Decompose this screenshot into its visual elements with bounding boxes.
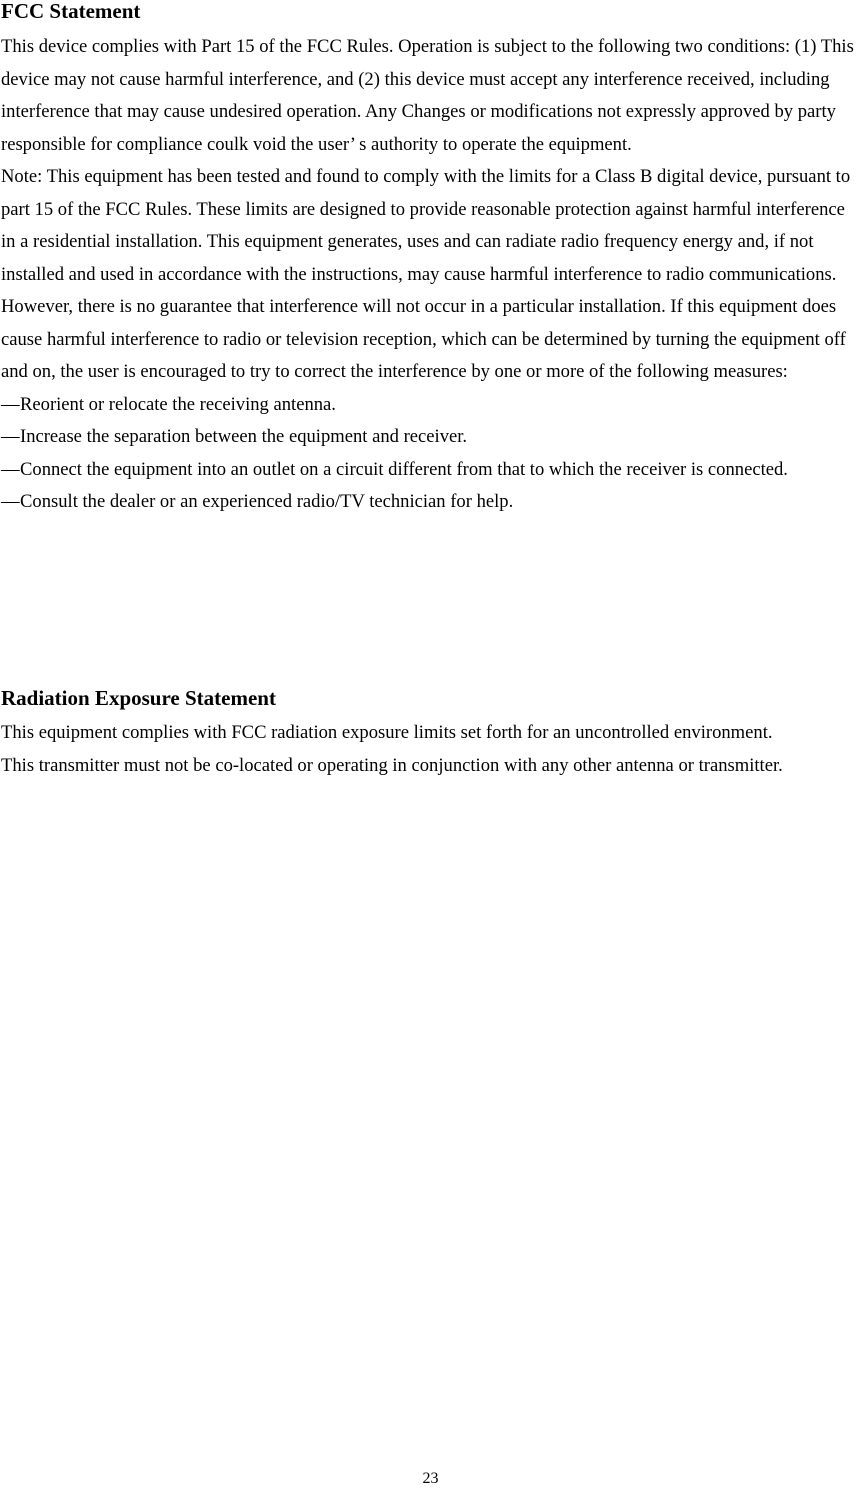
dash-bullet: —	[1, 458, 20, 480]
measure-item	[1, 421, 859, 454]
dash-bullet: —	[1, 393, 20, 415]
measure-item	[1, 486, 859, 519]
page-number: 23	[422, 1470, 439, 1487]
fcc-statement-body	[1, 31, 859, 519]
fcc-statement-section	[1, 0, 859, 519]
measure-text: Consult the dealer or an experienced radio/TV technician for help.	[20, 491, 514, 512]
fcc-note-paragraph: Note: This equipment has been tested and found to comply with the limits for a Class B digital device, pursuant to part 15 of the FCC Rules. These limits are designed to provide reasonable protection against harmful interference in a residential installation. This equipment generates, uses and can radiate radio frequency energy and, if not installed and used in accordance with the instructions, may cause harmful interference to radio communications. However, there is no guarantee that interference will not occur in a particular installation. If this equipment does cause harmful interference to radio or television reception, which can be determined by turning the equipment off and on, the user is encouraged to try to correct the interference by one or more of the following measures:	[1, 166, 851, 382]
measure-item	[1, 454, 859, 487]
radiation-exposure-heading: Radiation Exposure Statement	[1, 686, 276, 710]
measure-text: Reorient or relocate the receiving antenna.	[20, 393, 336, 415]
dash-bullet: —	[1, 426, 20, 447]
dash-bullet: —	[1, 491, 20, 512]
fcc-statement-heading: FCC Statement	[1, 0, 141, 23]
measure-text: Increase the separation between the equipment and receiver.	[20, 426, 468, 447]
radiation-compliance-paragraph: This equipment complies with FCC radiation exposure limits set forth for an uncontrolled environment.	[1, 722, 773, 743]
measure-item	[1, 389, 859, 422]
measure-text: Connect the equipment into an outlet on a circuit different from that to which the receiver is connected.	[20, 458, 788, 480]
radiation-exposure-body	[1, 717, 859, 782]
colocation-paragraph: This transmitter must not be co-located or operating in conjunction with any other antenna or transmitter.	[1, 754, 783, 776]
radiation-exposure-section	[1, 687, 859, 782]
fcc-compliance-paragraph: This device complies with Part 15 of the FCC Rules. Operation is subject to the following two conditions: (1) This device may not cause harmful interference, and (2) this device must accept any interference received, including interference that may cause undesired operation. Any Changes or modifications not expressly approved by party responsible for compliance coulk void the user’ s authority to operate the equipment.	[1, 36, 854, 155]
